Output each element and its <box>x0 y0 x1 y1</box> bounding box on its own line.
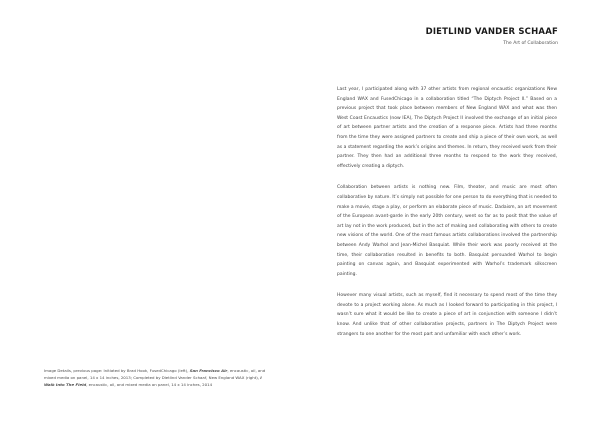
image-caption <box>44 368 266 388</box>
caption-tail: , encaustic, oil, and mixed media on panel, 14 x 14 inches, 2014 <box>86 381 213 387</box>
caption-artwork-title-1: San Francisco Air <box>189 368 228 373</box>
body-paragraph-1: Last year, I participated along with 37 other artists from regional encaustic organizations New England WAX and FusedChicago in a collaboration titled “The Diptych Project II.” Based on a previous project that took place between members of New England WAX and what was then West Coast Encaustics (now IEA), The Diptych Project II involved the exchange of an initial piece of art between partner artists and the creation of a response piece. Artists had three months from the time they were assigned partners to create and ship a piece of their own work, as well as a statement regarding the work’s origins and themes. In return, they received work from their partner. They then had an additional three months to respond to the work they received, effectively creating a diptych. <box>337 87 557 169</box>
author-name: DIETLIND VANDER SCHAAF <box>425 27 558 37</box>
article-body <box>337 85 557 351</box>
caption-lead: Image Details, previous page: Initiated by Brad Hook, FusedChicago (left), <box>44 368 190 373</box>
caption-artwork-title-2: I Walk Into The Field <box>44 374 262 387</box>
body-paragraph-2: Collaboration between artists is nothing new. Film, theater, and music are most often collaborative by nature. It’s simply not possible for one person to do everything that is needed to make a movie, stage a play, or perform an elaborate piece of music. Dadaism, an art movement of the European avant-garde in the early 20th century, went so far as to posit that the value of art lay not in the work produced, but in the act of making and collaborating with others to create new visions of the world. One of the most famous artists collaborations involved the partnership between Andy Warhol and Jean-Michel Basquiat. While their work was poorly received at the time, their collaboration resulted in benefits to both. Basquiat persuaded Warhol to begin painting on canvas again, and Basquiat experimented with Warhol’s trademark silkscreen painting. <box>337 185 557 277</box>
body-paragraph-3: However many visual artists, such as myself, find it necessary to spend most of the time they devote to a project working alone. As much as I looked forward to participating in this project, I wasn’t sure what it would be like to create a piece of art in conjunction with someone I didn’t know. And unlike that of other collaborative projects, partners in The Diptych Project were strangers to one another for the most part and unfamiliar with each other’s work. <box>337 293 557 337</box>
caption-mid: , encaustic, oil, and mixed media on panel, 14 x 14 inches, 2013; Completed by Dietlind Vander Schaaf, New England WAX (right), <box>44 368 266 380</box>
article-subtitle: The Art of Collaboration <box>503 41 558 46</box>
